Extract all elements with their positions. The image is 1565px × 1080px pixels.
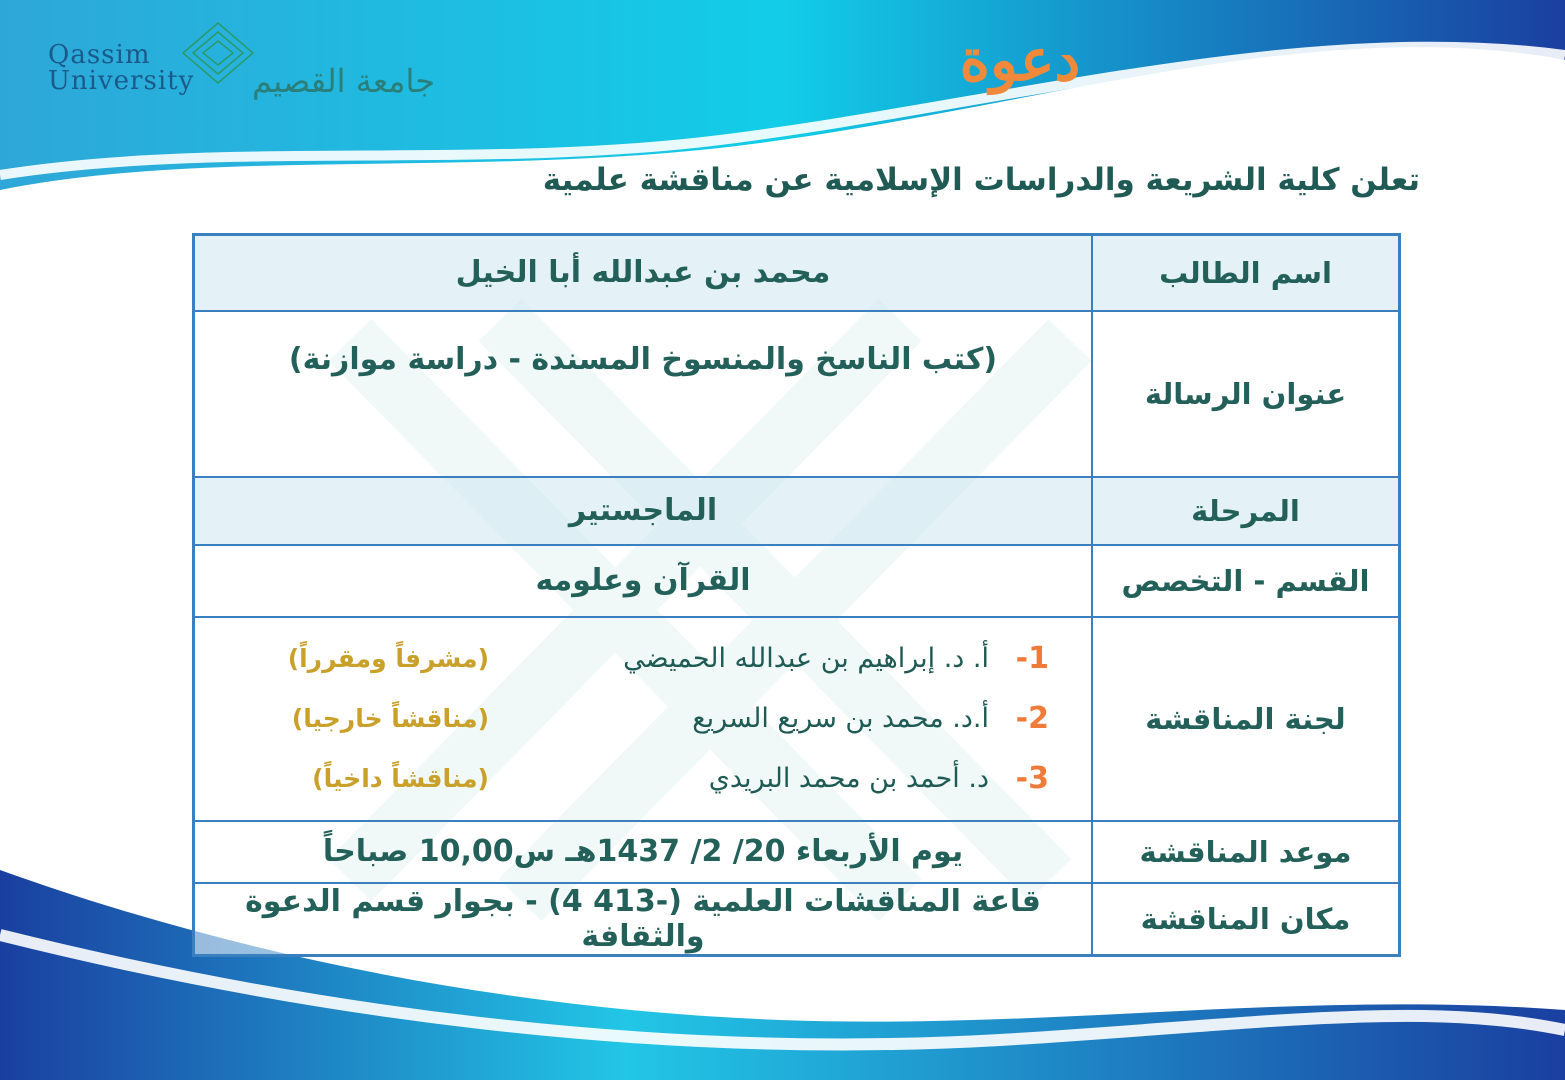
label-committee: لجنة المناقشة [1092,617,1400,821]
date-value: يوم الأربعاء 20/ 2/ 1437هـ س10,00 صباحاً [194,821,1093,883]
defense-info-table [192,233,1401,957]
row-thesis [194,311,1400,477]
row-committee [194,617,1400,821]
member-name: أ.د. محمد بن سريع السريع [692,703,989,734]
row-department [194,545,1400,617]
row-date [194,821,1400,883]
member-name: أ. د. إبراهيم بن عبدالله الحميضي [623,643,989,674]
member-number: 2- [1015,701,1049,736]
member-role: (مشرفاً ومقرراً) [287,644,489,673]
stage-value: الماجستير [194,477,1093,545]
university-name-en-line1: Qassim [48,40,151,70]
label-place: مكان المناقشة [1092,883,1400,956]
member-role: (مناقشاً داخياً) [312,764,489,793]
committee-member [209,749,1077,809]
label-student: اسم الطالب [1092,235,1400,311]
member-number: 3- [1015,761,1049,796]
university-name-en-line2: University [48,66,195,96]
label-stage: المرحلة [1092,477,1400,545]
member-role: (مناقشاً خارجيا) [291,704,489,733]
row-stage [194,477,1400,545]
brand-logo: دعوة [959,26,1081,94]
member-number: 1- [1015,641,1049,676]
member-name: د. أحمد بن محمد البريدي [708,763,989,794]
committee-member [209,689,1077,749]
label-thesis: عنوان الرسالة [1092,311,1400,477]
university-lattice-icon [178,18,258,88]
thesis-title: (كتب الناسخ والمنسوخ المسندة - دراسة موازنة) [194,311,1093,477]
student-name: محمد بن عبدالله أبا الخيل [194,235,1093,311]
row-student [194,235,1400,311]
committee-member [209,629,1077,689]
row-place [194,883,1400,956]
label-date: موعد المناقشة [1092,821,1400,883]
department-value: القرآن وعلومه [194,545,1093,617]
committee-list [194,617,1093,821]
label-department: القسم - التخصص [1092,545,1400,617]
place-value: قاعة المناقشات العلمية (-413 4) - بجوار قسم الدعوة والثقافة [194,883,1093,956]
announcement-title: تعلن كلية الشريعة والدراسات الإسلامية عن مناقشة علمية [542,162,1420,198]
university-name-ar: جامعة القصيم [252,62,435,100]
